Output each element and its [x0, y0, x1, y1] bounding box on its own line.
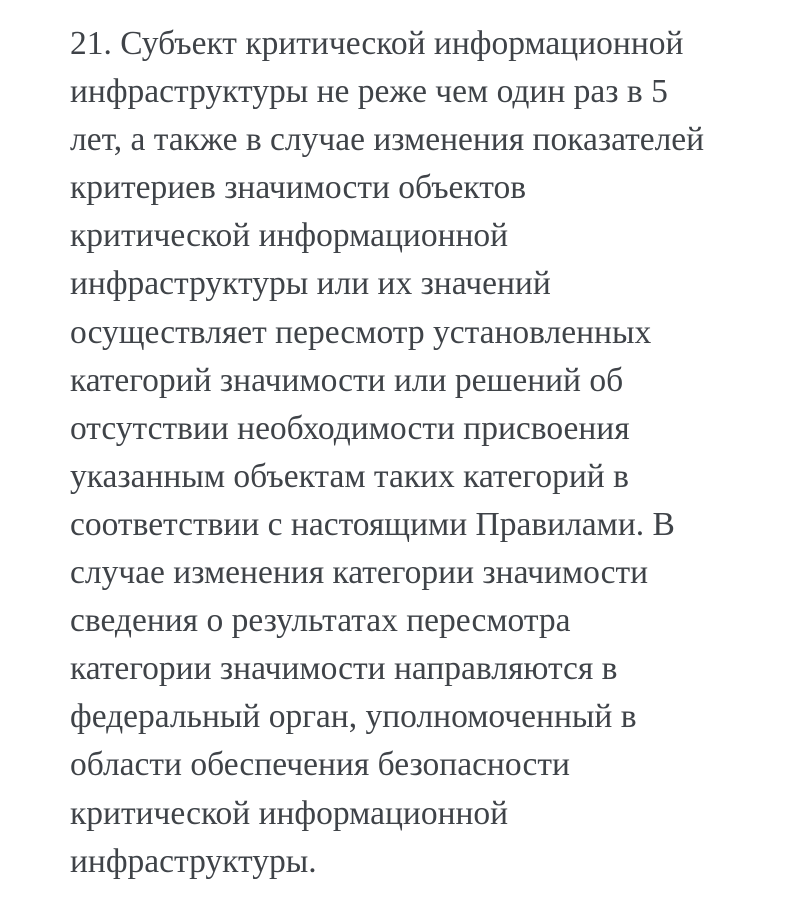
paragraph-line: критической информационной — [70, 794, 509, 832]
paragraph-line: инфраструктуры или их значений — [70, 265, 551, 303]
paragraph-line: отсутствии необходимости присвоения — [70, 409, 630, 447]
paragraph-line: категории значимости направляются в — [70, 650, 618, 688]
clause-21-paragraph — [70, 20, 770, 886]
paragraph-line: лет, а также в случае изменения показателей — [70, 121, 705, 159]
paragraph-line: осуществляет пересмотр установленных — [70, 313, 652, 351]
paragraph-line: критической информационной — [70, 217, 509, 255]
paragraph-line: 21. Субъект критической информационной — [70, 25, 684, 62]
paragraph-line: соответствии с настоящими Правилами. В — [70, 505, 675, 543]
paragraph-line: области обеспечения безопасности — [70, 746, 570, 784]
paragraph-line: федеральный орган, уполномоченный в — [70, 698, 637, 736]
paragraph-line: категорий значимости или решений об — [70, 361, 624, 399]
paragraph-line: инфраструктуры не реже чем один раз в 5 — [70, 73, 668, 111]
paragraph-line: инфраструктуры. — [70, 842, 317, 880]
paragraph-line: сведения о результатах пересмотра — [70, 602, 571, 640]
paragraph-line: указанным объектам таких категорий в — [70, 457, 629, 495]
paragraph-line: случае изменения категории значимости — [70, 554, 649, 592]
paragraph-line: критериев значимости объектов — [70, 169, 527, 207]
